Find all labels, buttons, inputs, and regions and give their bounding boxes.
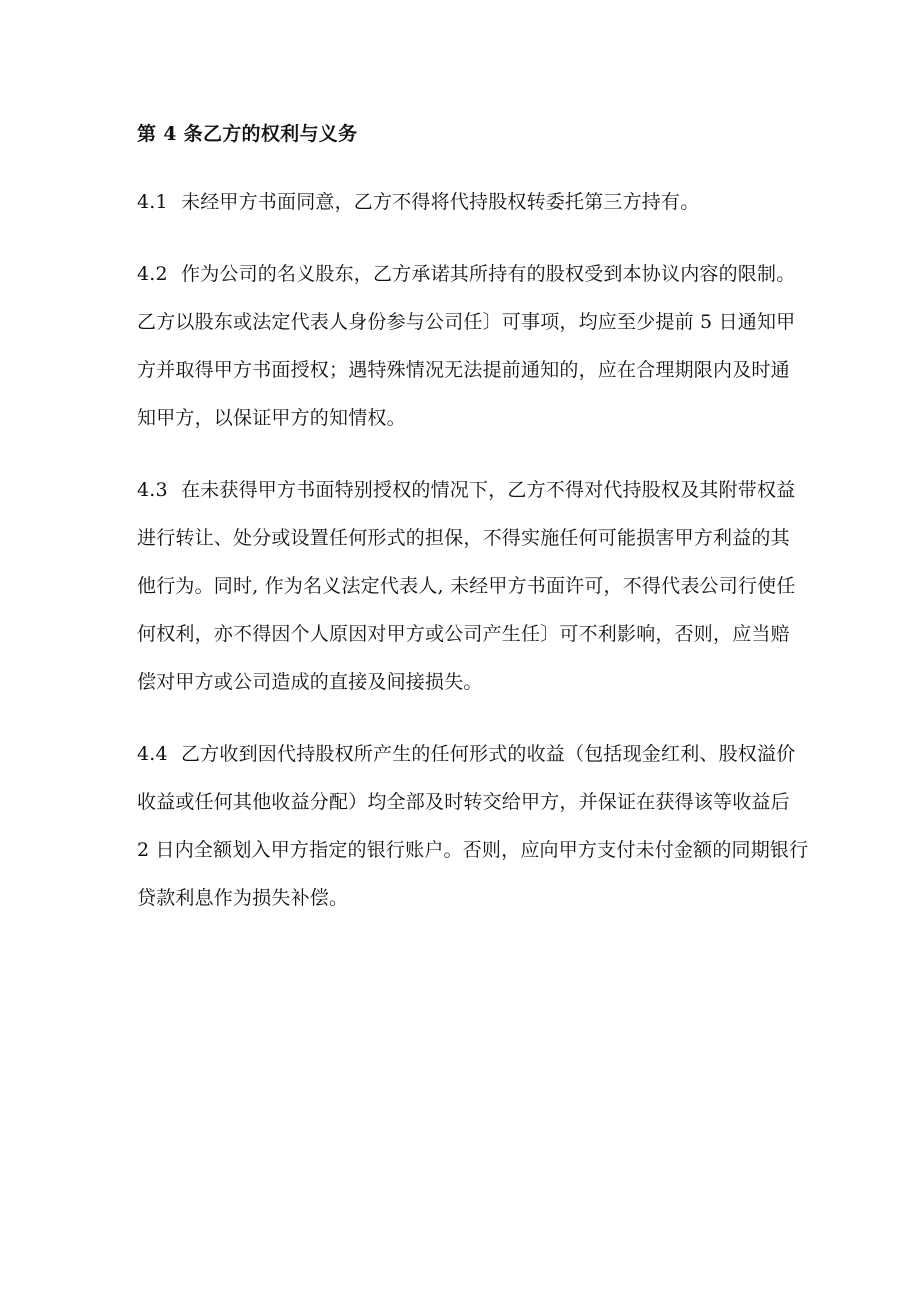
clause-4-4-line-1	[137, 740, 795, 768]
article-title: 第 4 条乙方的权利与义务	[137, 123, 358, 145]
clause-number: 4.3	[137, 479, 168, 501]
clause-text: 作为公司的名义股东，乙方承诺其所持有的股权受到本协议内容的限制。	[181, 263, 796, 285]
clause-4-2-line-1	[137, 260, 795, 288]
clause-4-2-line-4: 知甲方，以保证甲方的知情权。	[137, 407, 406, 429]
clause-4-2-line-3: 方并取得甲方书面授权；遇特殊情况无法提前通知的，应在合理期限内及时通	[137, 359, 790, 381]
clause-number: 4.2	[137, 263, 168, 285]
clause-4-4-line-2: 收益或任何其他收益分配）均全部及时转交给甲方，并保证在获得该等收益后	[137, 791, 790, 813]
clause-4-1-line-1	[137, 188, 699, 216]
clause-4-4-line-3: 2 日内全额划入甲方指定的银行账户。否则，应向甲方支付未付金额的同期银行	[137, 839, 809, 861]
clause-text: 在未获得甲方书面特别授权的情况下，乙方不得对代持股权及其附带权益	[181, 479, 796, 501]
clause-4-3-line-5: 偿对甲方或公司造成的直接及间接损失。	[137, 671, 483, 693]
clause-number: 4.1	[137, 191, 168, 213]
clause-number: 4.4	[137, 743, 168, 765]
clause-4-3-line-2: 进行转让、处分或设置任何形式的担保，不得实施任何可能损害甲方利益的其	[137, 527, 790, 549]
clause-text: 乙方收到因代持股权所产生的任何形式的收益（包括现金红利、股权溢价	[181, 743, 796, 765]
clause-4-2-line-2: 乙方以股东或法定代表人身份参与公司任〕可事项，均应至少提前 5 日通知甲	[137, 311, 796, 333]
clause-4-4-line-4: 贷款利息作为损失补偿。	[137, 887, 349, 909]
clause-4-3-line-4: 何权利，亦不得因个人原因对甲方或公司产生任〕可不利影响，否则，应当赔	[137, 623, 790, 645]
clause-4-3-line-1	[137, 476, 795, 504]
clause-text: 未经甲方书面同意，乙方不得将代持股权转委托第三方持有。	[181, 191, 700, 213]
clause-4-3-line-3: 他行为。同时, 作为名义法定代表人, 未经甲方书面许可，不得代表公司行使任	[137, 575, 796, 597]
